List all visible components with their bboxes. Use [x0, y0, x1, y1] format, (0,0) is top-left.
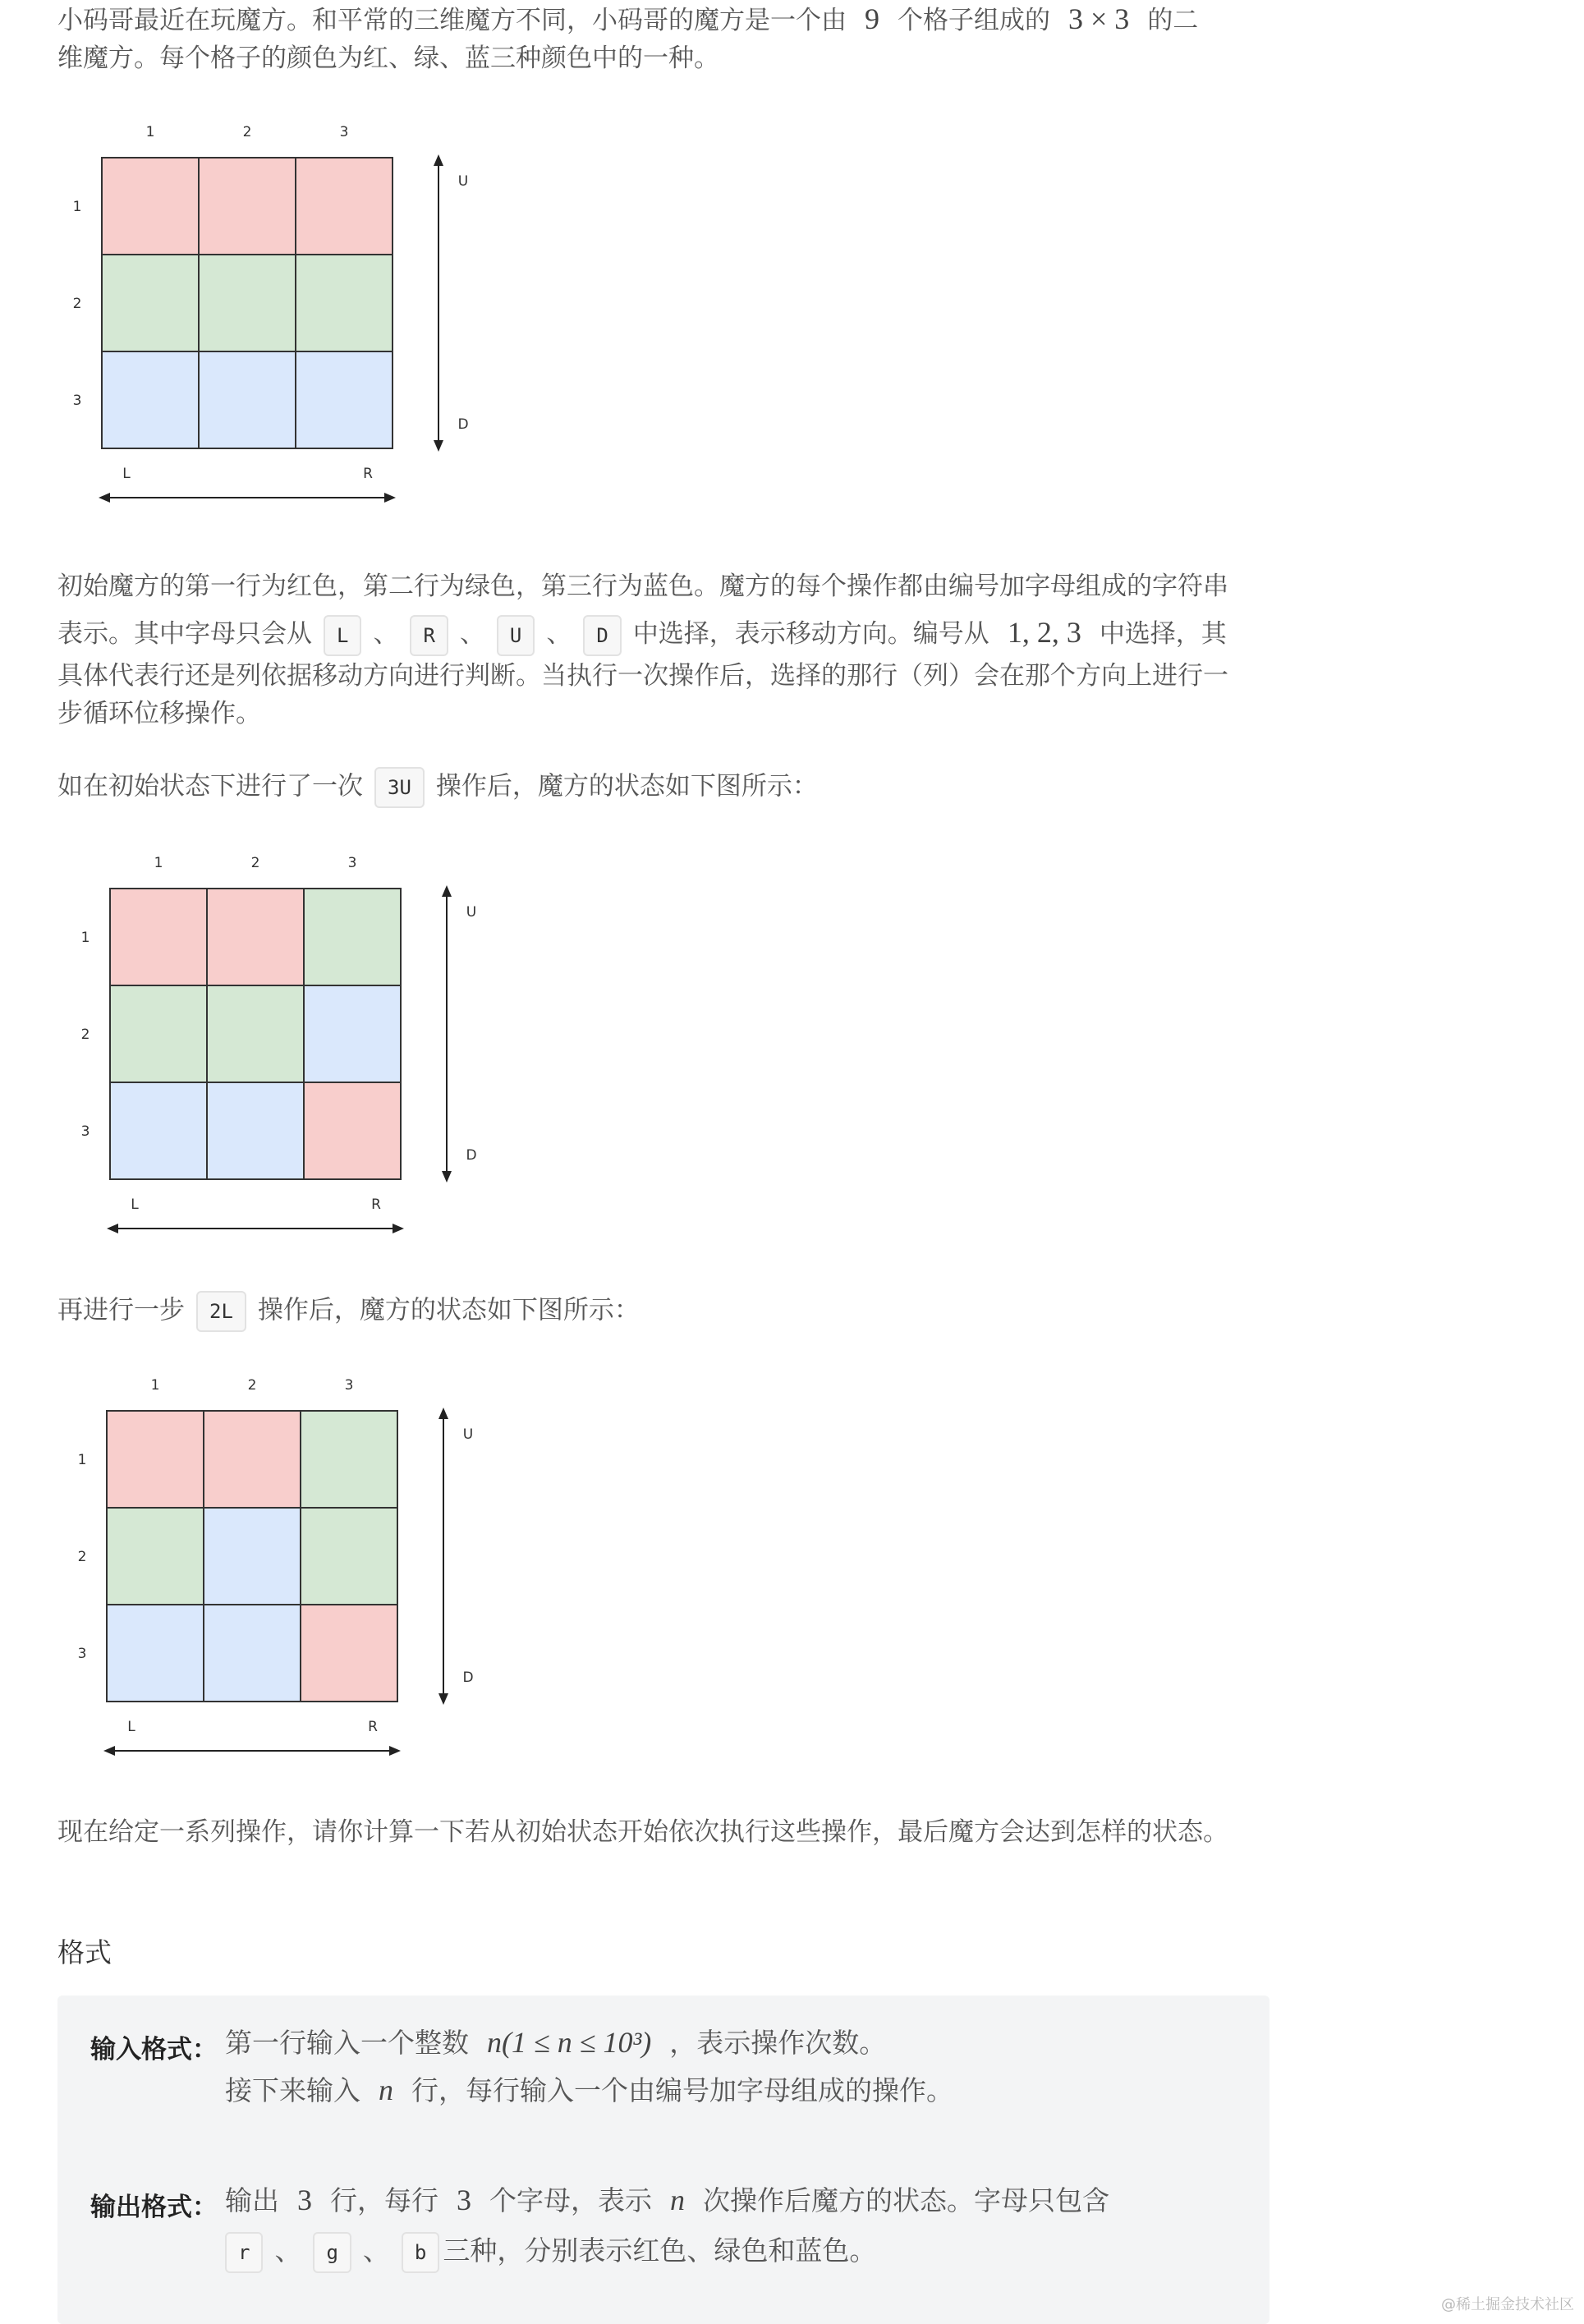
input-format-line2: 接下来输入 n 行，每行输入一个由编号加字母组成的操作。: [225, 2074, 953, 2106]
op-code-2l: 2L: [196, 1291, 246, 1332]
desc-line3: 具体代表行还是列依据移动方向进行判断。当执行一次操作后，选择的那行（列）会在那个方向上进行一: [57, 661, 1228, 691]
cells-count: 9: [865, 2, 879, 35]
intro-text: 小码哥最近在玩魔方。和平常的三维魔方不同，小码哥的魔方是一个由: [57, 6, 847, 35]
label-up: U: [457, 173, 469, 190]
label-right: R: [368, 1719, 378, 1735]
left-right-arrow: [99, 493, 396, 503]
cell-1-3: [301, 1411, 397, 1508]
cell-2-1: [102, 255, 199, 351]
up-down-arrow: [434, 154, 443, 452]
output-format-line2: r 、 g 、 b 三种，分别表示红色、绿色和蓝色。: [225, 2227, 876, 2275]
letter-code-b: b: [402, 2232, 439, 2273]
output-format-label: 输出格式：: [90, 2193, 218, 2222]
dir-code-d: D: [583, 615, 621, 656]
cell-3-1: [110, 1082, 207, 1179]
col-label-1: 1: [154, 855, 163, 871]
row-label-2: 2: [77, 1549, 87, 1565]
format-box: [57, 1996, 1269, 2324]
cell-2-3: [301, 1508, 397, 1605]
col-label-3: 3: [344, 1377, 354, 1394]
cell-3-2: [204, 1605, 301, 1702]
col-label-2: 2: [247, 1377, 257, 1394]
cell-3-3: [304, 1082, 401, 1179]
desc-line2: 表示。其中字母只会从 L 、 R 、 U 、 D 中选择，表示移动方向。编号从 1, 2, 3 中选择，其: [57, 609, 1273, 657]
row-label-1: 1: [77, 1452, 87, 1468]
row-label-1: 1: [80, 930, 90, 946]
format-heading: 格式: [57, 1936, 112, 1968]
cell-3-1: [107, 1605, 204, 1702]
cell-3-3: [296, 351, 393, 448]
label-left: L: [131, 1196, 139, 1213]
dir-code-u: U: [497, 615, 535, 656]
row-label-3: 3: [72, 393, 82, 409]
cell-2-3: [296, 255, 393, 351]
left-right-arrow: [107, 1224, 404, 1233]
label-down: D: [462, 1670, 474, 1686]
col-label-2: 2: [250, 855, 260, 871]
cell-1-3: [296, 158, 393, 255]
cell-1-2: [207, 889, 304, 985]
letter-code-g: g: [313, 2232, 351, 2273]
intro-text-mid: 个格子组成的: [898, 6, 1050, 35]
cell-2-2: [199, 255, 296, 351]
cell-1-2: [199, 158, 296, 255]
left-right-arrow: [103, 1746, 401, 1756]
col-label-3: 3: [347, 855, 357, 871]
row-label-1: 1: [72, 199, 82, 215]
cube-diagram-after-2l: [62, 1368, 506, 1762]
watermark: @稀土掘金技术社区: [1441, 2296, 1574, 2313]
dir-code-r: R: [410, 615, 448, 656]
op-code-3u: 3U: [374, 767, 425, 808]
cell-3-2: [207, 1082, 304, 1179]
example2-text: 再进行一步 2L 操作后，魔方的状态如下图所示：: [57, 1291, 1273, 1332]
cell-2-3: [304, 985, 401, 1082]
col-label-1: 1: [145, 124, 155, 140]
n-range-math: n(1 ≤ n ≤ 10³): [487, 2026, 652, 2059]
intro-line2: 维魔方。每个格子的颜色为红、绿、蓝三种颜色中的一种。: [57, 44, 719, 73]
col-label-1: 1: [150, 1377, 160, 1394]
label-down: D: [466, 1147, 477, 1164]
cell-2-1: [110, 985, 207, 1082]
row-label-2: 2: [80, 1027, 90, 1043]
label-right: R: [363, 466, 373, 482]
row-label-3: 3: [77, 1646, 87, 1662]
cell-2-2: [207, 985, 304, 1082]
cell-1-2: [204, 1411, 301, 1508]
cell-3-1: [102, 351, 199, 448]
label-left: L: [127, 1719, 135, 1735]
dir-code-l: L: [324, 615, 361, 656]
cell-1-1: [102, 158, 199, 255]
up-down-arrow: [438, 1408, 448, 1705]
output-format-line1: 输出 3 行，每行 3 个字母，表示 n 次操作后魔方的状态。字母只包含: [225, 2184, 1109, 2216]
desc-line4: 步循环位移操作。: [57, 699, 261, 728]
letter-code-r: r: [225, 2232, 263, 2273]
cell-1-1: [110, 889, 207, 985]
task-text: 现在给定一系列操作，请你计算一下若从初始状态开始依次执行这些操作，最后魔方会达到怎样的状态。: [57, 1817, 1228, 1847]
description-paragraph: [57, 563, 1273, 733]
col-label-3: 3: [339, 124, 349, 140]
col-label-2: 2: [242, 124, 252, 140]
cell-3-2: [199, 351, 296, 448]
label-down: D: [457, 416, 469, 433]
cube-diagram-after-3u: [66, 846, 509, 1240]
input-format-line1: 第一行输入一个整数 n(1 ≤ n ≤ 10³) ，表示操作次数。: [225, 2026, 887, 2059]
desc-line1: 初始魔方的第一行为红色，第二行为绿色，第三行为蓝色。魔方的每个操作都由编号加字母组成的字符串: [57, 572, 1228, 601]
cell-3-3: [301, 1605, 397, 1702]
label-up: U: [462, 1426, 474, 1443]
input-format-label: 输入格式：: [90, 2035, 218, 2065]
label-right: R: [371, 1196, 381, 1213]
cell-1-3: [304, 889, 401, 985]
cell-1-1: [107, 1411, 204, 1508]
up-down-arrow: [442, 885, 452, 1183]
index-values: 1, 2, 3: [1007, 616, 1081, 649]
intro-paragraph: [57, 0, 1273, 77]
label-up: U: [466, 904, 477, 921]
cell-2-2: [204, 1508, 301, 1605]
cube-diagram-initial: [57, 115, 501, 509]
grid-size: 3 × 3: [1068, 2, 1130, 35]
row-label-3: 3: [80, 1123, 90, 1140]
label-left: L: [122, 466, 131, 482]
example1-text: 如在初始状态下进行了一次 3U 操作后，魔方的状态如下图所示：: [57, 767, 1273, 808]
row-label-2: 2: [72, 296, 82, 312]
cell-2-1: [107, 1508, 204, 1605]
intro-text-end: 的二: [1147, 6, 1199, 35]
